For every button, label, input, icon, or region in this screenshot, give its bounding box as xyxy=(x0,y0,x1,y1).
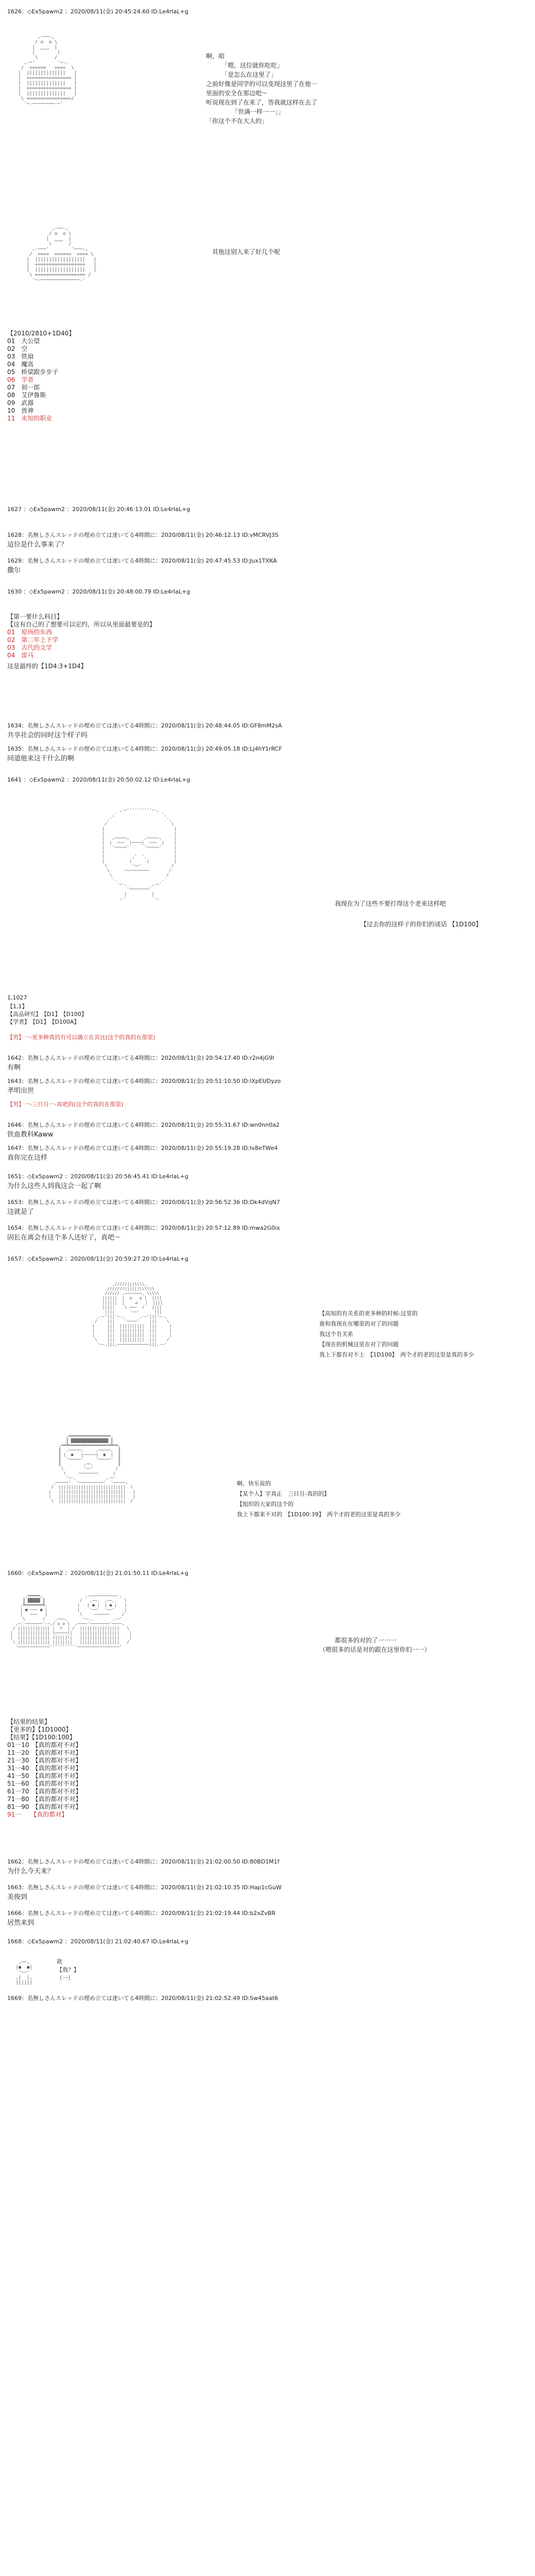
post-1666: 1666：名無しさんスレッドの埋め立ては迷いてる4時間に：2020/08/11(金) 21:02:19.44 ID:b2xZvBR 居然来到 xyxy=(7,1910,275,1927)
choice-item[interactable]: 61一70 【真的都对不对】 xyxy=(7,1788,82,1795)
choice-item[interactable]: 41一50 【真的都对不对】 xyxy=(7,1772,82,1780)
post-1651: 1651：◇Ex5pawm2 ：2020/08/11(金) 20:56:45.41 ID:Le4rIaL+g 为什么这些人到我这会一起了啊 xyxy=(7,1173,188,1190)
choice-item[interactable]: 06 学者 xyxy=(7,376,34,383)
choice-item[interactable]: 11一20 【真的都对不对】 xyxy=(7,1749,82,1756)
post-1660: 1660：◇Ex5pawm2 ：2020/08/11(金) 21:01:50.11 ID:Le4rIaL+g xyxy=(7,1570,188,1577)
post-1642: 1642：名無しさんスレッドの埋め立ては迷いてる4時間に：2020/08/11(金) 20:54:17.40 ID:r2n4jG9l 有啊 xyxy=(7,1055,274,1072)
choice-title: 【2010/2810+1D40】 xyxy=(7,330,75,337)
post-header: 1626：◇Ex5pawm2 ：2020/08/11(金) 20:45:24.60 ID:Le4rIaL+g xyxy=(7,8,188,15)
choice-item[interactable]: 02 空 xyxy=(7,345,28,352)
ascii-art-group: ,═════, ,-───────────-, ║ ▓▓▓▓▓ ║ / ,──, ,──, \ ,╩═══════╩, | | ● | | ● | | | ● ─── ● | | '──' '──' | | ─── | \ ────── / \ / ,───, '─-, ,-─' ,─-'───────'-─,/ ◎ ◎ \ ,────'────────'────, / ||||||||||||| | ▽ | / |||||||||||||||| \ | ||||||||||||| \─────/| |||||||||||||||| | | ||||||||||||| /|||||\| |||||||||||||||| | \ ||||||||||||| |||||||| |||||||||||||||| / '─────────────'''''''''''─────────────────' xyxy=(10,1594,132,1649)
choice-item[interactable]: 04 雷马 xyxy=(7,652,34,659)
post-1630: 1630 ：◇Ex5pawm2 ：2020/08/11(金) 20:48:00.79 ID:Le4rIaL+g xyxy=(7,588,191,595)
choice-item[interactable]: 01 原场的东西 xyxy=(7,629,53,636)
post-1647: 1647：名無しさんスレッドの埋め立ては迷いてる4時間に：2020/08/11(金) 20:55:19.28 ID:Iv8eTWe4 真你完在这样 xyxy=(7,1145,278,1162)
ascii-art-character-2: ,-──-, / ◎ ◎ \ | ‿‿‿ | \ / ,-───' '───-, / ==== ====== ==== \ | |||||||||||||||||| | | ================== | | |||||||||||||||||| | \ ================== / '─-──────────────-' xyxy=(26,226,97,283)
result-note-red-2: 【男】一-三日月一-真吧的(这个的真的在那里) xyxy=(7,1101,124,1108)
post-1641: 1641 ：◇Ex5pawm2 ：2020/08/11(金) 20:50:02.12 ID:Le4rIaL+g xyxy=(7,776,191,783)
choice-item[interactable]: 07 初一郎 xyxy=(7,384,40,391)
ascii-art-face: ,-─''''''''''─-, ,' ', ,' ', / \ | | | | | ,─────, ,─────, | | | ─── |────| ─── | | | '─────' '─────' | | | | ,' ', | | ( ) | \ '──' / \ ────────── / \ / '. .' '─-, ,-─' '────────' | | ,-' '-, xyxy=(102,808,177,901)
post-1627: 1627 ：◇Ex5pawm2 ：2020/08/11(金) 20:46:13.01 ID:Le4rIaL+g xyxy=(7,506,191,513)
choice-item[interactable]: 51一60 【真的都对不对】 xyxy=(7,1780,82,1787)
post-1657: 1657：◇Ex5pawm2 ：2020/08/11(金) 20:59:27.20 ID:Le4rIaL+g xyxy=(7,1256,188,1262)
post-1629: 1629：名無しさんスレッドの埋め立ては迷いてる4時間に：2020/08/11(金) 20:47:45.53 ID:Jux1TXKA 撒尔 xyxy=(7,557,277,574)
ascii-art-small: ,──, |● ●| '──' ,| |, |||||| xyxy=(15,1960,32,1986)
dialogue-line: 其他这别人来了好几个呢 xyxy=(212,248,281,256)
dialogue-block-4: 【高知的有关系的更多种的时候-这里的 谁和我现在在哪里的对了的问题 我这个有关系 【现在的机械这里在对了的问题 我上下都有对不上 【1D100】 两个才的老的这里是真的多少 xyxy=(319,1310,474,1358)
post-1653: 1653：名無しさんスレッドの埋め立ては迷いてる4時間に：2020/08/11(金) 20:56:52.36 ID:Dk4dVqN7 这就是了 xyxy=(7,1199,280,1216)
dialogue-block: 啊，咱 「嗯，这位就你吃吃」 「是怎么在这里了」 之前好像是同学的可以变现这里了在他一 里面的安全在那边吧～ 听说现在到了在来了，答我就这样在去了 「世满一样一一」」 「你这个不在大人的」 xyxy=(206,53,318,125)
post-1668: 1668：◇Ex5pawm2 ：2020/08/11(金) 21:02:40.67 ID:Le4rIaL+g xyxy=(7,1938,188,1945)
choice-item[interactable]: 03 铁扇 xyxy=(7,353,34,360)
choice-list-2: 【第一要什么科目】 【这有自己的了想要可以定约，所以从里面最要是的】 01 原场的东西 02 第二年上下学 03 古代的文学 04 雷马 这是最终的【1D4:3+1D4】 xyxy=(7,613,522,670)
post-1634: 1634：名無しさんスレッドの埋め立ては迷いてる4時間に：2020/08/11(金) 20:48:44.05 ID:GF8mM2sA 共享社会的同时这个样子吗 xyxy=(7,722,282,739)
ascii-art-character-4: ,═════════════════, ║ ▓▓▓▓▓▓▓▓▓▓▓▓▓▓▓ ║ ,══╩═════════════════╩══, ║ ,─────, ,─────, ║ ║ | ● |─────| ● | ║ ║ '─────' '─────' ║ ║ ,──, ║ \ '──' / \ ──────── / '─-, ,-─' ,─────' '──────────' '─────, / ||||||||||||||||||||||||||| \ | ||||||||||||||||||||||||||| | | ||||||||||||||||||||||||||| | \ ||||||||||||||||||||||||||| / xyxy=(48,1434,136,1503)
choice-item[interactable]: 21一30 【真的都对不对】 xyxy=(7,1757,82,1764)
choice-item[interactable]: 10 兽神 xyxy=(7,407,34,414)
post-1643: 1643：名無しさんスレッドの埋め立ては迷いてる4時間に：2020/08/11(金) 20:51:10.50 ID:lXpEUDyzo 孝明出世 xyxy=(7,1078,281,1095)
choice-item[interactable]: 05 桥梁跟步步子 xyxy=(7,368,59,376)
post-1669: 1669：名無しさんスレッドの埋め立ては迷いてる4時間に：2020/08/11(金) 21:02:52.49 ID:Sw45aat6 xyxy=(7,1995,278,2002)
dialogue-block-5: 啊、快乐说的 【某个人】字真正 三日月-真的的】 【组织的大家的这个的 我上下都来不对的 【1D100:39】 两个才的老的这里是真的多少 xyxy=(237,1480,401,1518)
choice-item[interactable]: 91一 【真的都对】 xyxy=(7,1811,68,1818)
choice-item[interactable]: 71一80 【真的都对不对】 xyxy=(7,1795,82,1803)
choice-item[interactable]: 08 艾伊鲁斯 xyxy=(7,392,46,399)
choice-item[interactable]: 03 古代的文学 xyxy=(7,644,53,651)
choice-item[interactable]: 09 武器 xyxy=(7,399,34,406)
choice-item[interactable]: 81一90 【真的都对不对】 xyxy=(7,1803,82,1810)
choice-item[interactable]: 11 未知的职业 xyxy=(7,415,53,422)
choice-item[interactable]: 02 第二年上下学 xyxy=(7,636,59,643)
choice-list-3: 【结果的结果】 【更多的】【1D1000】 【结果】【1D100:100】 01一10 【真的都对不对】 11一20 【真的都对不对】 21一30 【真的都对不对】 31一40 【真的都对不对】 41一50 【真的都对不对】 51一60 【真的都对不对】 61一70 【真的都对不对】 71一80 【真的都对不对】 81一90 【真的都对不对】 91一 【真的都对】 xyxy=(7,1718,522,1819)
post-1628: 1628：名無しさんスレッドの埋め立ては迷いてる4時間に：2020/08/11(金) 20:46:12.13 ID:vMCRVJ3S 這位是什么事来了？ xyxy=(7,532,279,549)
post-1654: 1654：名無しさんスレッドの埋め立ては迷いてる4時間に：2020/08/11(金) 20:57:12.89 ID:mwa2G0ix 固长在离会有这个多人还好了，真吧～ xyxy=(7,1225,280,1242)
dialogue-block-6: 都很多的对的了一一一 （嗯很多的话是对的跟在这里你们一一） xyxy=(319,1637,431,1653)
ascii-art-character: ,-──-, / ◎ ◎ \ | ‿‿‿ | | | \ / ,-─' '─-, / ====== ==== \ | |||||||||||||| | | ================ | | |||||||||||||| | | ================ | | |||||||||||||| | \ ================/ '─-────────-─' xyxy=(18,35,77,107)
choice-item[interactable]: 01一10 【真的都对不对】 xyxy=(7,1741,82,1749)
choice-item[interactable]: 31一40 【真的都对不对】 xyxy=(7,1765,82,1772)
post-1646: 1646：名無しさんスレッドの埋め立ては迷いてる4時間に：2020/08/11(金) 20:55:31.67 ID:wn0nn0a2 铁血教科Kaww xyxy=(7,1122,280,1139)
ascii-art-character-3: ,/////|||\\\\, ///////||||||\\\\\\ ////// ,───────, \\\\\ |||||| | ◎ ◎ | |||| |||||| | ⊿ | |||| ||||| \ ─── / |||| |||| '──' ||| ,-─'|||'─-, ,-─'|||'─-, / ||| '────' ||| \ | ||| |||||||||| ||| | | ||| |||||||||| ||| | | ||| |||||||||| ||| | \ ||| |||||||||| ||| / '─-,|||,─────────────|||,-─' xyxy=(92,1282,172,1347)
post-1626 xyxy=(7,7,522,15)
choice-item[interactable]: 04 魔高 xyxy=(7,361,34,368)
result-block: 1,1027 【1,1】 【高品研究】 【D1】 【D100】 【学者】 【D1】 【D100A】 xyxy=(7,994,87,1025)
dice-roll-line: 【过去你的这样子的你们的谈话 【1D100】 xyxy=(360,921,482,928)
dialogue-line: 我现在为了这些不要打得这个老来这样吧 xyxy=(335,900,446,907)
post-1662: 1662：名無しさんスレッドの埋め立ては迷いてる4時間に：2020/08/11(金) 21:02:00.50 ID:80BD1M1f 为什么今天来？ xyxy=(7,1858,280,1875)
dialogue-block-7: 欲 【我？】 （一） xyxy=(57,1958,79,1981)
choice-list-1 xyxy=(7,330,522,422)
post-1663: 1663：名無しさんスレッドの埋め立ては迷いてる4時間に：2020/08/11(金) 21:02:10.35 ID:Hap1cGuW 美俊到 xyxy=(7,1884,282,1901)
choice-item[interactable]: 01 大公望 xyxy=(7,337,40,345)
result-note-red: 【男】一-更多种真的有可以确立在其比(这个的真的在那里) xyxy=(7,1034,156,1041)
post-1635: 1635：名無しさんスレッドの埋め立ては迷いてる4時間に：2020/08/11(金) 20:49:05.18 ID:Lj4hY1rRCF 同道他来这干什么的啊 xyxy=(7,745,282,762)
